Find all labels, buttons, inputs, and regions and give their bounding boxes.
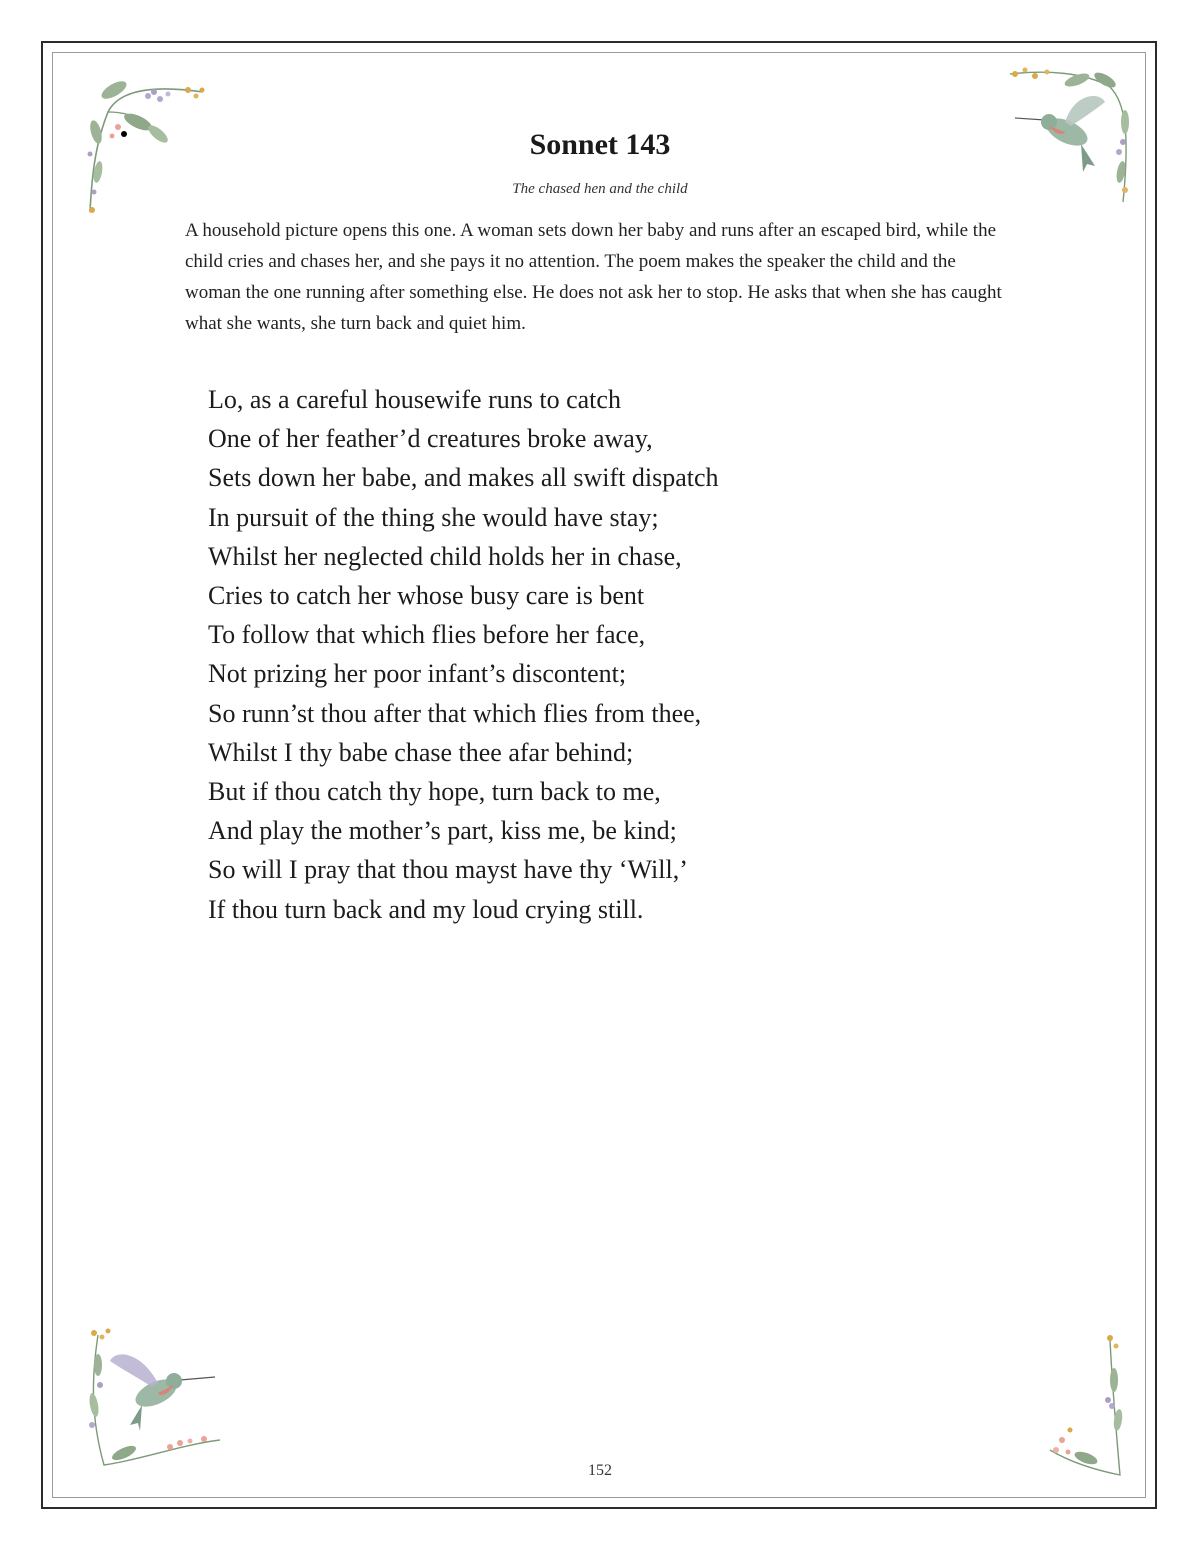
poem-line: Whilst her neglected child holds her in chase, (208, 541, 682, 571)
intro-paragraph: A household picture opens this one. A woman sets down her baby and runs after an escaped bird, while the child cries and chases her, and she pays it no attention. The poem makes the speaker the child and the woman the one running after something else. He does not ask her to stop. He asks that when she has caught what she wants, she turn back and quiet him. (185, 220, 1002, 334)
poem-line: If thou turn back and my loud crying still. (208, 894, 644, 924)
poem-line: So will I pray that thou mayst have thy ‘Will,’ (208, 855, 688, 885)
poem-line: Whilst I thy babe chase thee afar behind; (208, 737, 634, 767)
poem-body (208, 380, 719, 929)
hummingbird-floral-icon (80, 1325, 220, 1475)
poem-line: Sets down her babe, and makes all swift dispatch (208, 463, 719, 493)
poem-line: Lo, as a careful housewife runs to catch (208, 385, 621, 414)
page-number: 152 (588, 1462, 612, 1479)
page-title: Sonnet 143 (529, 128, 671, 161)
page-subtitle: The chased hen and the child (512, 181, 688, 197)
poem-line: In pursuit of the thing she would have stay; (208, 502, 659, 532)
poem-line: Not prizing her poor infant’s discontent; (208, 659, 627, 689)
poem-line: So runn’st thou after that which flies from thee, (208, 698, 702, 728)
poem-line: And play the mother’s part, kiss me, be kind; (208, 816, 677, 846)
floral-corner-icon (1040, 1330, 1130, 1480)
poem-line: Cries to catch her whose busy care is bent (208, 581, 645, 611)
poem-line: To follow that which flies before her face, (208, 620, 646, 650)
poem-line: One of her feather’d creatures broke away, (208, 424, 653, 454)
poem-line: But if thou catch thy hope, turn back to me, (208, 777, 661, 807)
